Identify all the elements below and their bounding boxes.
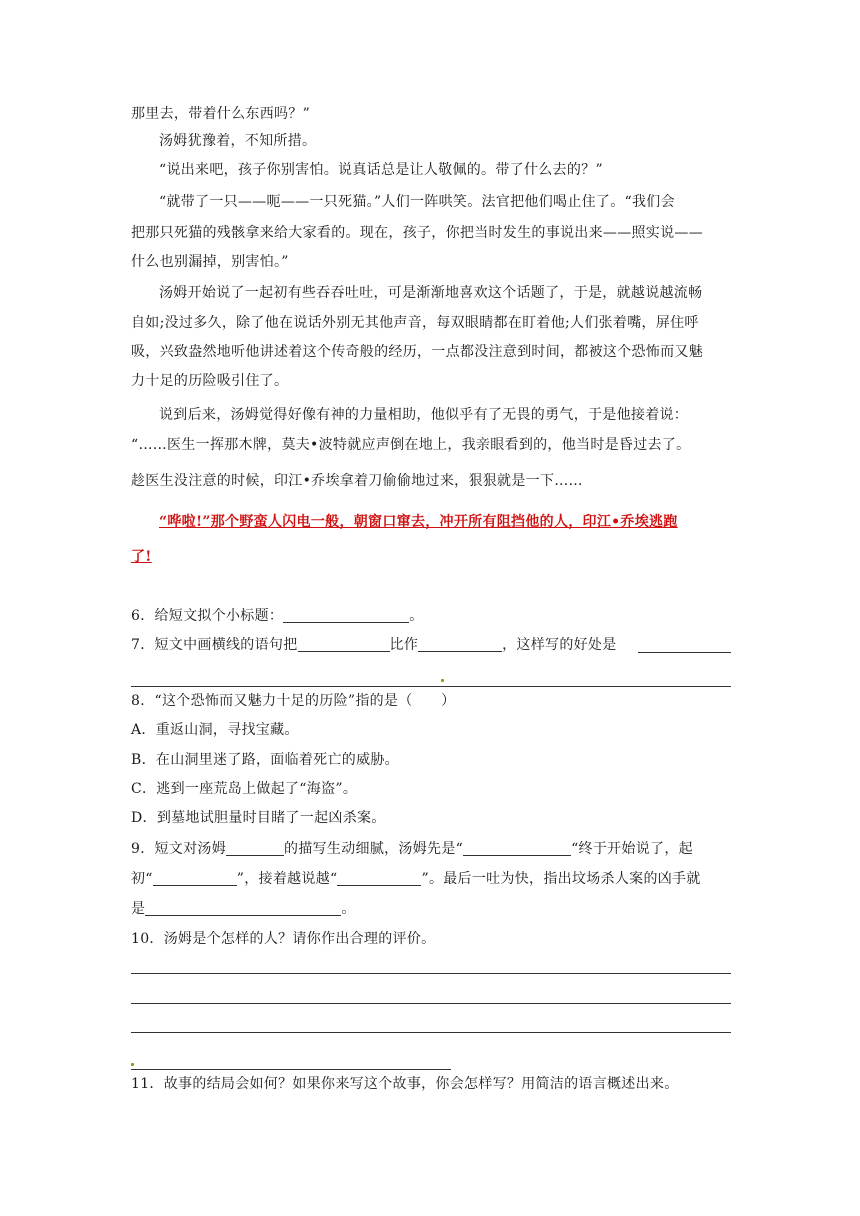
passage-line: 什么也别漏掉，别害怕。” [131,254,289,270]
passage-line: 把那只死猫的残骸拿来给大家看的。现在，孩子，你把当时发生的事说出来——照实说—— [131,225,703,241]
question-9-text: 的描写生动细腻，汤姆先是“ [284,841,464,857]
question-9-text: ”。最后一吐为快，指出坟场杀人案的凶手就 [421,871,701,887]
question-9-text: 9．短文对汤姆 [131,841,227,857]
question-9-text: 。 [341,901,356,917]
question-6-end: 。 [409,608,424,624]
answer-line[interactable] [131,1003,731,1004]
question-6 [131,607,731,625]
question-9-cont [131,870,731,888]
passage-line: “……医生一挥那木牌，莫夫•波特就应声倒在地上，我亲眼看到的，他当时是昏过去了。 [131,437,691,453]
underlined-sentence-end [131,548,731,566]
passage-line: 吸，兴致盎然地听他讲述着这个传奇般的经历，一点都没注意到时间，都被这个恐怖而又魅 [131,344,703,360]
option-b: B．在山洞里迷了路，面临着死亡的威胁。 [131,752,399,768]
answer-blank[interactable] [226,841,284,856]
answer-line[interactable] [131,1032,731,1033]
question-9-cont [131,900,731,918]
option-a: A．重返山洞，寻找宝藏。 [131,722,299,738]
answer-blank[interactable] [337,871,421,886]
question-7-text: 7．短文中画横线的语句把 [131,637,298,653]
passage-line: 那里去，带着什么东西吗？” [131,106,311,122]
passage-line: “说出来吧，孩子你别害怕。说真话总是让人敬佩的。带了什么去的？” [159,162,603,178]
passage-line: 力十足的历险吸引住了。 [131,373,289,389]
passage-line: 说到后来，汤姆觉得好像有神的力量相助，他似乎有了无畏的勇气，于是他接着说： [159,407,689,423]
answer-blank[interactable] [145,901,341,916]
answer-blank[interactable] [153,871,237,886]
question-9-text: ”，接着越说越“ [236,871,338,887]
passage-line: 汤姆犹豫着，不知所措。 [159,133,317,149]
question-7-text: ，这样写的好处是 [502,637,617,653]
question-7-text: 比作 [389,637,419,653]
answer-line[interactable] [131,973,731,974]
passage-line: “就带了一只——呃——一只死猫。”人们一阵哄笑。法官把他们喝止住了。“我们会 [159,194,675,210]
passage-line: 汤姆开始说了一起初有些吞吞吐吐，可是渐渐地喜欢这个话题了，于是，就越说越流畅 [159,285,703,301]
option-c: C．逃到一座荒岛上做起了“海盗”。 [131,781,358,797]
question-8: 8．“这个恐怖而又魅力十足的历险”指的是（ ） [131,693,456,709]
question-9 [131,840,731,858]
answer-blank[interactable] [418,637,502,652]
question-10: 10．汤姆是个怎样的人？请你作出合理的评价。 [131,931,436,947]
question-6-text: 6．给短文拟个小标题： [131,608,284,624]
passage-line: 趁医生没注意的时候，印江•乔埃拿着刀偷偷地过来，狠狠就是一下…… [131,473,583,489]
answer-blank[interactable] [283,608,409,623]
underlined-sentence-text: 了! [131,549,152,565]
question-9-text: 初“ [131,871,153,887]
answer-blank[interactable] [463,841,571,856]
answer-line[interactable] [638,652,731,653]
underlined-sentence-text: “哗啦!”那个野蛮人闪电一般，朝窗口窜去，冲开所有阻挡他的人，印江•乔埃逃跑 [159,514,678,530]
option-d: D．到墓地试胆量时目睹了一起凶杀案。 [131,810,386,826]
answer-line[interactable] [131,686,731,687]
answer-blank[interactable] [298,637,390,652]
marker-dot [131,1063,134,1066]
passage-line: 自如;没过多久，除了他在说话外别无其他声音，每双眼睛都在盯着他;人们张着嘴，屏住呼 [131,315,699,331]
question-9-text: “终于开始说了，起 [571,841,693,857]
underlined-sentence [159,513,731,531]
answer-line[interactable] [131,1069,451,1070]
marker-dot [441,679,444,682]
question-9-text: 是 [131,901,146,917]
question-11: 11．故事的结局会如何？如果你来写这个故事，你会怎样写？用简洁的语言概述出来。 [131,1076,679,1092]
